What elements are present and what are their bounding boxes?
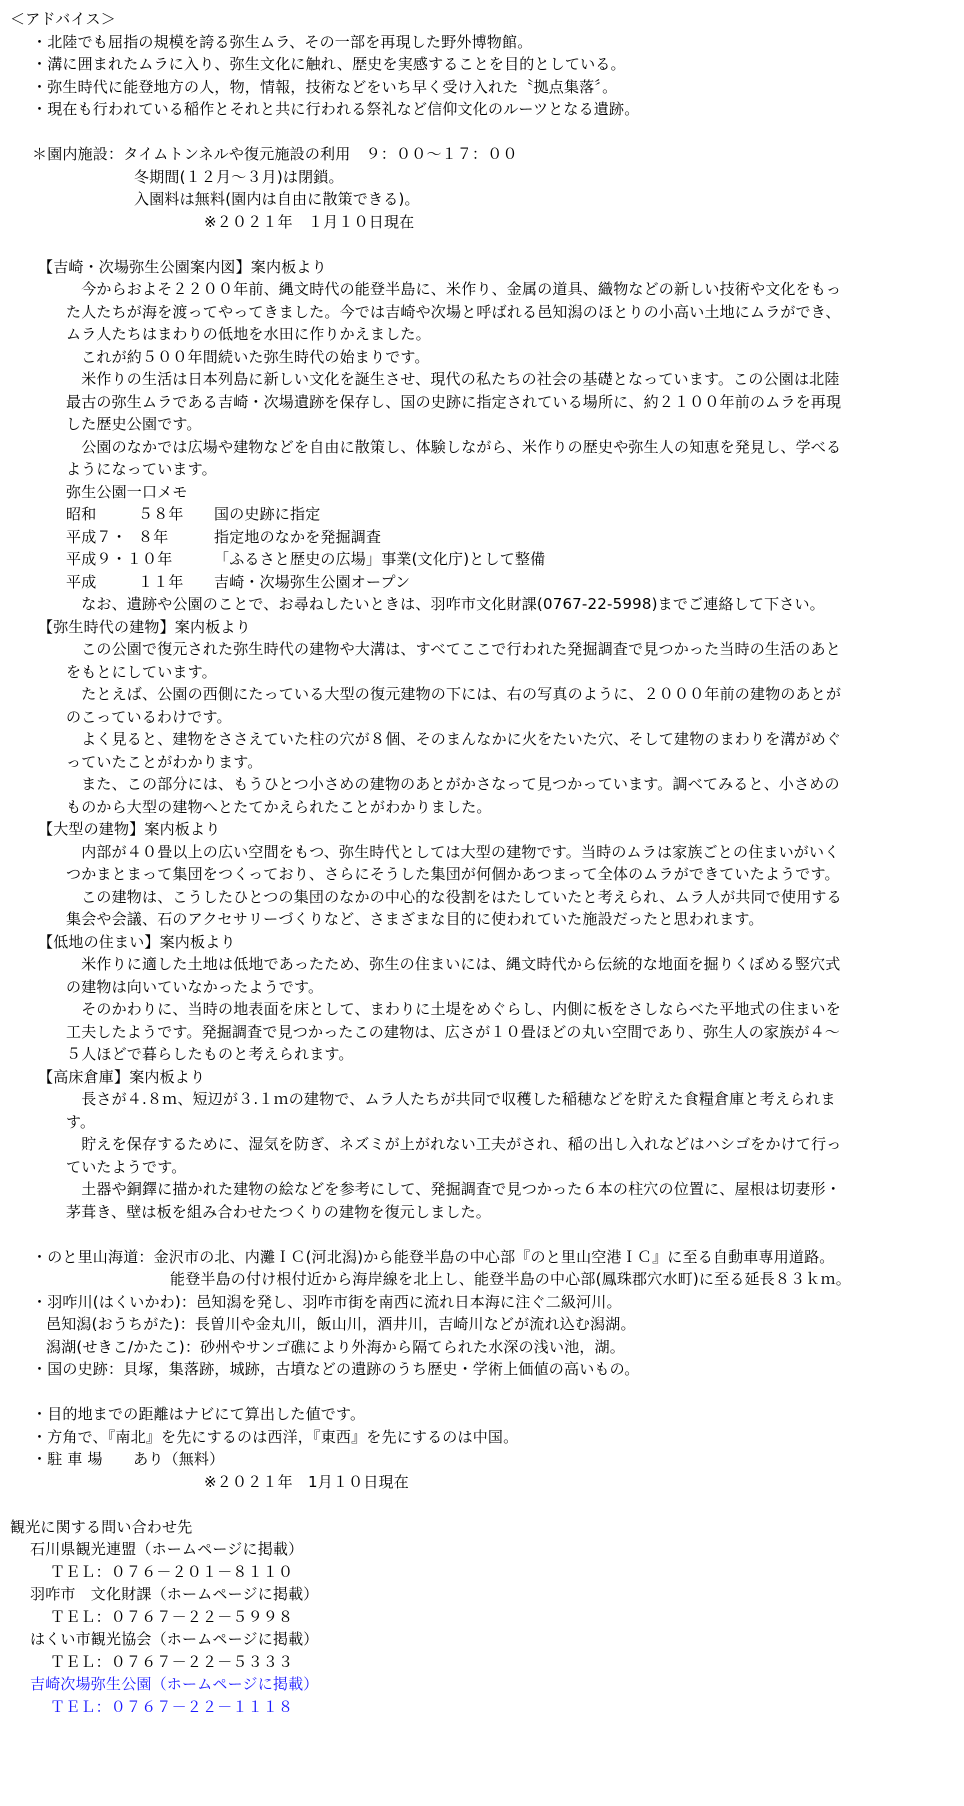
spacer <box>10 121 958 144</box>
guide-line: 今からおよそ２２００年前、縄文時代の能登半島に、米作り、金属の道具、織物などの新しい技術や文化をもっ <box>66 280 842 298</box>
memo-title: 弥生公園一口メモ <box>66 482 188 501</box>
storehouse-line: 茅葺き、壁は板を組み合わせたつくりの建物を復元しました。 <box>66 1202 492 1221</box>
guide-line: 米作りの生活は日本列島に新しい文化を誕生させ、現代の私たちの社会の基礎となっています。この公園は北陸 <box>66 370 840 388</box>
note-parking: ・駐 車 場 あり（無料） <box>32 1450 225 1468</box>
memo-era: 平成９・１０年 <box>66 550 173 568</box>
storehouse-heading: 【高床倉庫】案内板より <box>38 1067 206 1086</box>
advice-bullet: ・現在も行われている稲作とそれと共に行われる祭礼など信仰文化のルーツとなる遺跡。 <box>32 100 640 118</box>
buildings-line: よく見ると、建物をささえていた柱の穴が８個、そのまんなかに火をたいた穴、そして建物のまわりを溝がめぐ <box>66 730 842 748</box>
advice-bullet: ・北陸でも屈指の規模を誇る弥生ムラ、その一部を再現した野外博物館。 <box>32 32 533 51</box>
large-building-heading: 【大型の建物】案内板より <box>38 820 221 838</box>
buildings-line: をもとにしています。 <box>66 662 217 681</box>
memo-era: 平成 <box>66 572 97 591</box>
advice-bullet: ・溝に囲まれたムラに入り、弥生文化に触れ、歴史を実感することを目的としている。 <box>32 55 626 73</box>
contact-tel: ＴＥＬ：０７６－２０１－８１１０ <box>50 1562 294 1581</box>
guide-line: ようになっています。 <box>66 460 217 478</box>
contact-tel: ＴＥＬ：０７６７－２２－５３３３ <box>50 1652 294 1671</box>
large-building-line: つかまとまって集団をつくっており、さらにそうした集団が何個かあつまって全体のムラができていたようです。 <box>66 865 840 883</box>
buildings-heading: 【弥生時代の建物】案内板より <box>38 617 251 636</box>
buildings-line: のこっているわけです。 <box>66 707 232 726</box>
buildings-line: ものから大型の建物へとたてかえられたことがわかりました。 <box>66 797 492 816</box>
facilities-admission: 入園料は無料(園内は自由に散策できる)。 <box>134 190 420 208</box>
lowland-line: 工夫したようです。発掘調査で見つかったこの建物は、広さが１０畳ほどの丸い空間であり、弥生人の家族が４～ <box>66 1022 841 1041</box>
glossary-sekiko: 潟湖(せきこ/かたこ)：砂州やサンゴ礁により外海から隔てられた水深の浅い池，湖。 <box>46 1337 626 1356</box>
storehouse-line: 土器や銅鐸に描かれた建物の絵などを参考にして、発掘調査で見つかった６本の柱穴の位置に、屋根は切妻形・ <box>66 1180 841 1198</box>
glossary-river: ・羽咋川(はくいかわ)：邑知潟を発し、羽咋市街を南西に流れ日本海に注ぐ二級河川。 <box>32 1292 622 1311</box>
lowland-line: の建物は向いていなかったようです。 <box>66 977 324 996</box>
storehouse-line: ていたようです。 <box>66 1157 187 1176</box>
spacer <box>10 233 958 256</box>
lowland-line: ５人ほどで暮らしたものと考えられます。 <box>66 1045 354 1063</box>
guide-line: 最古の弥生ムラである吉崎・次場遺跡を保存し、国の史跡に指定されている場所に、約２１００年前のムラを再現 <box>66 392 842 411</box>
memo-text: 指定地のなかを発掘調査 <box>214 527 382 546</box>
memo-era: 平成７・ <box>66 527 127 546</box>
memo-era: 昭和 <box>66 505 97 523</box>
note-direction: ・方角で、『南北』を先にするのは西洋，『東西』を先にするのは中国。 <box>32 1427 519 1446</box>
guide-line: 公園のなかでは広場や建物などを自由に散策し、体験しながら、米作りの歴史や弥生人の知恵を発見し、学べる <box>66 437 842 456</box>
spacer <box>10 1223 958 1246</box>
memo-text: 国の史跡に指定 <box>214 505 321 523</box>
memo-text: 吉崎・次場弥生公園オープン <box>214 572 411 591</box>
facilities-date: ※２０２１年 １月１０日現在 <box>204 212 415 231</box>
facilities-hours: ＊園内施設：タイムトンネルや復元施設の利用 ９：００～１７：００ <box>32 145 518 163</box>
large-building-line: 内部が４０畳以上の広い空間をもつ、弥生時代としては大型の建物です。当時のムラは家族ごとの住まいがいく <box>66 842 840 861</box>
spacer <box>10 1381 958 1404</box>
memo-year: ８年 <box>138 527 169 546</box>
lowland-heading: 【低地の住まい】案内板より <box>38 932 236 951</box>
note-date: ※２０２１年 1月１０日現在 <box>204 1472 409 1491</box>
glossary-historic: ・国の史跡：貝塚，集落跡，城跡，古墳などの遺跡のうち歴史・学術上価値の高いもの。 <box>32 1360 640 1378</box>
memo-row <box>10 503 958 526</box>
memo-text: 「ふるさと歴史の広場」事業(文化庁)として整備 <box>214 550 546 568</box>
buildings-line: また、この部分には、もうひとつ小さめの建物のあとがかさなって見つかっています。調べてみると、小さめの <box>66 775 840 793</box>
contact-name: 石川県観光連盟（ホームページに掲載） <box>30 1540 304 1558</box>
advice-bullet: ・弥生時代に能登地方の人，物，情報，技術などをいち早く受け入れた〝拠点集落〞。 <box>32 77 618 96</box>
storehouse-line: す。 <box>66 1112 96 1131</box>
glossary-road-detail: 能登半島の付け根付近から海岸線を北上し、能登半島の中心部(鳳珠郡穴水町)に至る延長８３ｋｍ。 <box>170 1270 851 1288</box>
contact-link-name[interactable]: 吉崎次場弥生公園（ホームページに掲載） <box>30 1675 319 1693</box>
guide-line: ムラ人たちはまわりの低地を水田に作りかえました。 <box>66 325 431 343</box>
contact-link-tel[interactable]: ＴＥＬ：０７６７－２２－１１１８ <box>50 1697 294 1716</box>
memo-row <box>10 571 958 594</box>
guide-line: した歴史公園です。 <box>66 415 202 433</box>
memo-row <box>10 548 958 571</box>
lowland-line: 米作りに適した土地は低地であったため、弥生の住まいには、縄文時代から伝統的な地面を掘りくぼめる竪穴式 <box>66 955 841 973</box>
memo-year: １１年 <box>138 572 184 591</box>
buildings-line: っていたことがわかります。 <box>66 752 263 771</box>
guide-line: た人たちが海を渡ってやってきました。今では吉崎や次場と呼ばれる邑知潟のほとりの小高い土地にムラができ、 <box>66 302 841 321</box>
large-building-line: 集会や会議、石のアクセサリーづくりなど、さまざまな目的に使われていた施設だったと思われます。 <box>66 910 764 928</box>
contact-tel: ＴＥＬ：０７６７－２２－５９９８ <box>50 1607 294 1626</box>
storehouse-line: 貯えを保存するために、湿気を防ぎ、ネズミが上がれない工夫がされ、稲の出し入れなどはハシゴをかけて行っ <box>66 1135 842 1153</box>
memo-year: ５８年 <box>138 505 184 523</box>
glossary-road: ・のと里山海道：金沢市の北、内灘ＩＣ(河北潟)から能登半島の中心部『のと里山空港ＩＣ』に至る自動車専用道路。 <box>32 1247 835 1266</box>
memo-row <box>10 526 958 549</box>
advice-heading: ＜アドバイス＞ <box>10 10 116 28</box>
large-building-line: この建物は、こうしたひとつの集団のなかの中心的な役割をはたしていたと考えられ、ムラ人が共同で使用する <box>66 887 842 906</box>
lowland-line: そのかわりに、当時の地表面を床として、まわりに土堤をめぐらし、内側に板をさしならべた平地式の住まいを <box>66 1000 841 1018</box>
buildings-line: たとえば、公園の西側にたっている大型の復元建物の下には、右の写真のように、２０００年前の建物のあとが <box>66 685 842 703</box>
guide-closing: なお、遺跡や公園のことで、お尋ねしたいときは、羽咋市文化財課(0767-22-5998)までご連絡して下さい。 <box>66 595 825 613</box>
contact-name: 羽咋市 文化財課（ホームページに掲載） <box>30 1585 319 1603</box>
storehouse-line: 長さが４.８ｍ、短辺が３.１ｍの建物で、ムラ人たちが共同で収穫した稲穂などを貯えた食糧倉庫と考えられま <box>66 1090 836 1108</box>
glossary-ochigata: 邑知潟(おうちがた)：長曽川や金丸川，飯山川，酒井川，吉崎川などが流れ込む潟湖。 <box>46 1315 636 1333</box>
guide-heading: 【吉崎・次場弥生公園案内図】案内板より <box>38 257 327 276</box>
note-distance: ・目的地までの距離はナビにて算出した値です。 <box>32 1405 366 1423</box>
guide-line: これが約５００年間続いた弥生時代の始まりです。 <box>66 347 430 366</box>
buildings-line: この公園で復元された弥生時代の建物や大溝は、すべてここで行われた発掘調査で見つかった当時の生活のあと <box>66 640 841 658</box>
contacts-heading: 観光に関する問い合わせ先 <box>10 1517 193 1536</box>
facilities-closed: 冬期間(１２月～３月)は閉鎖。 <box>134 167 344 186</box>
spacer <box>10 1493 958 1516</box>
contact-name: はくい市観光協会（ホームページに掲載） <box>30 1630 319 1648</box>
